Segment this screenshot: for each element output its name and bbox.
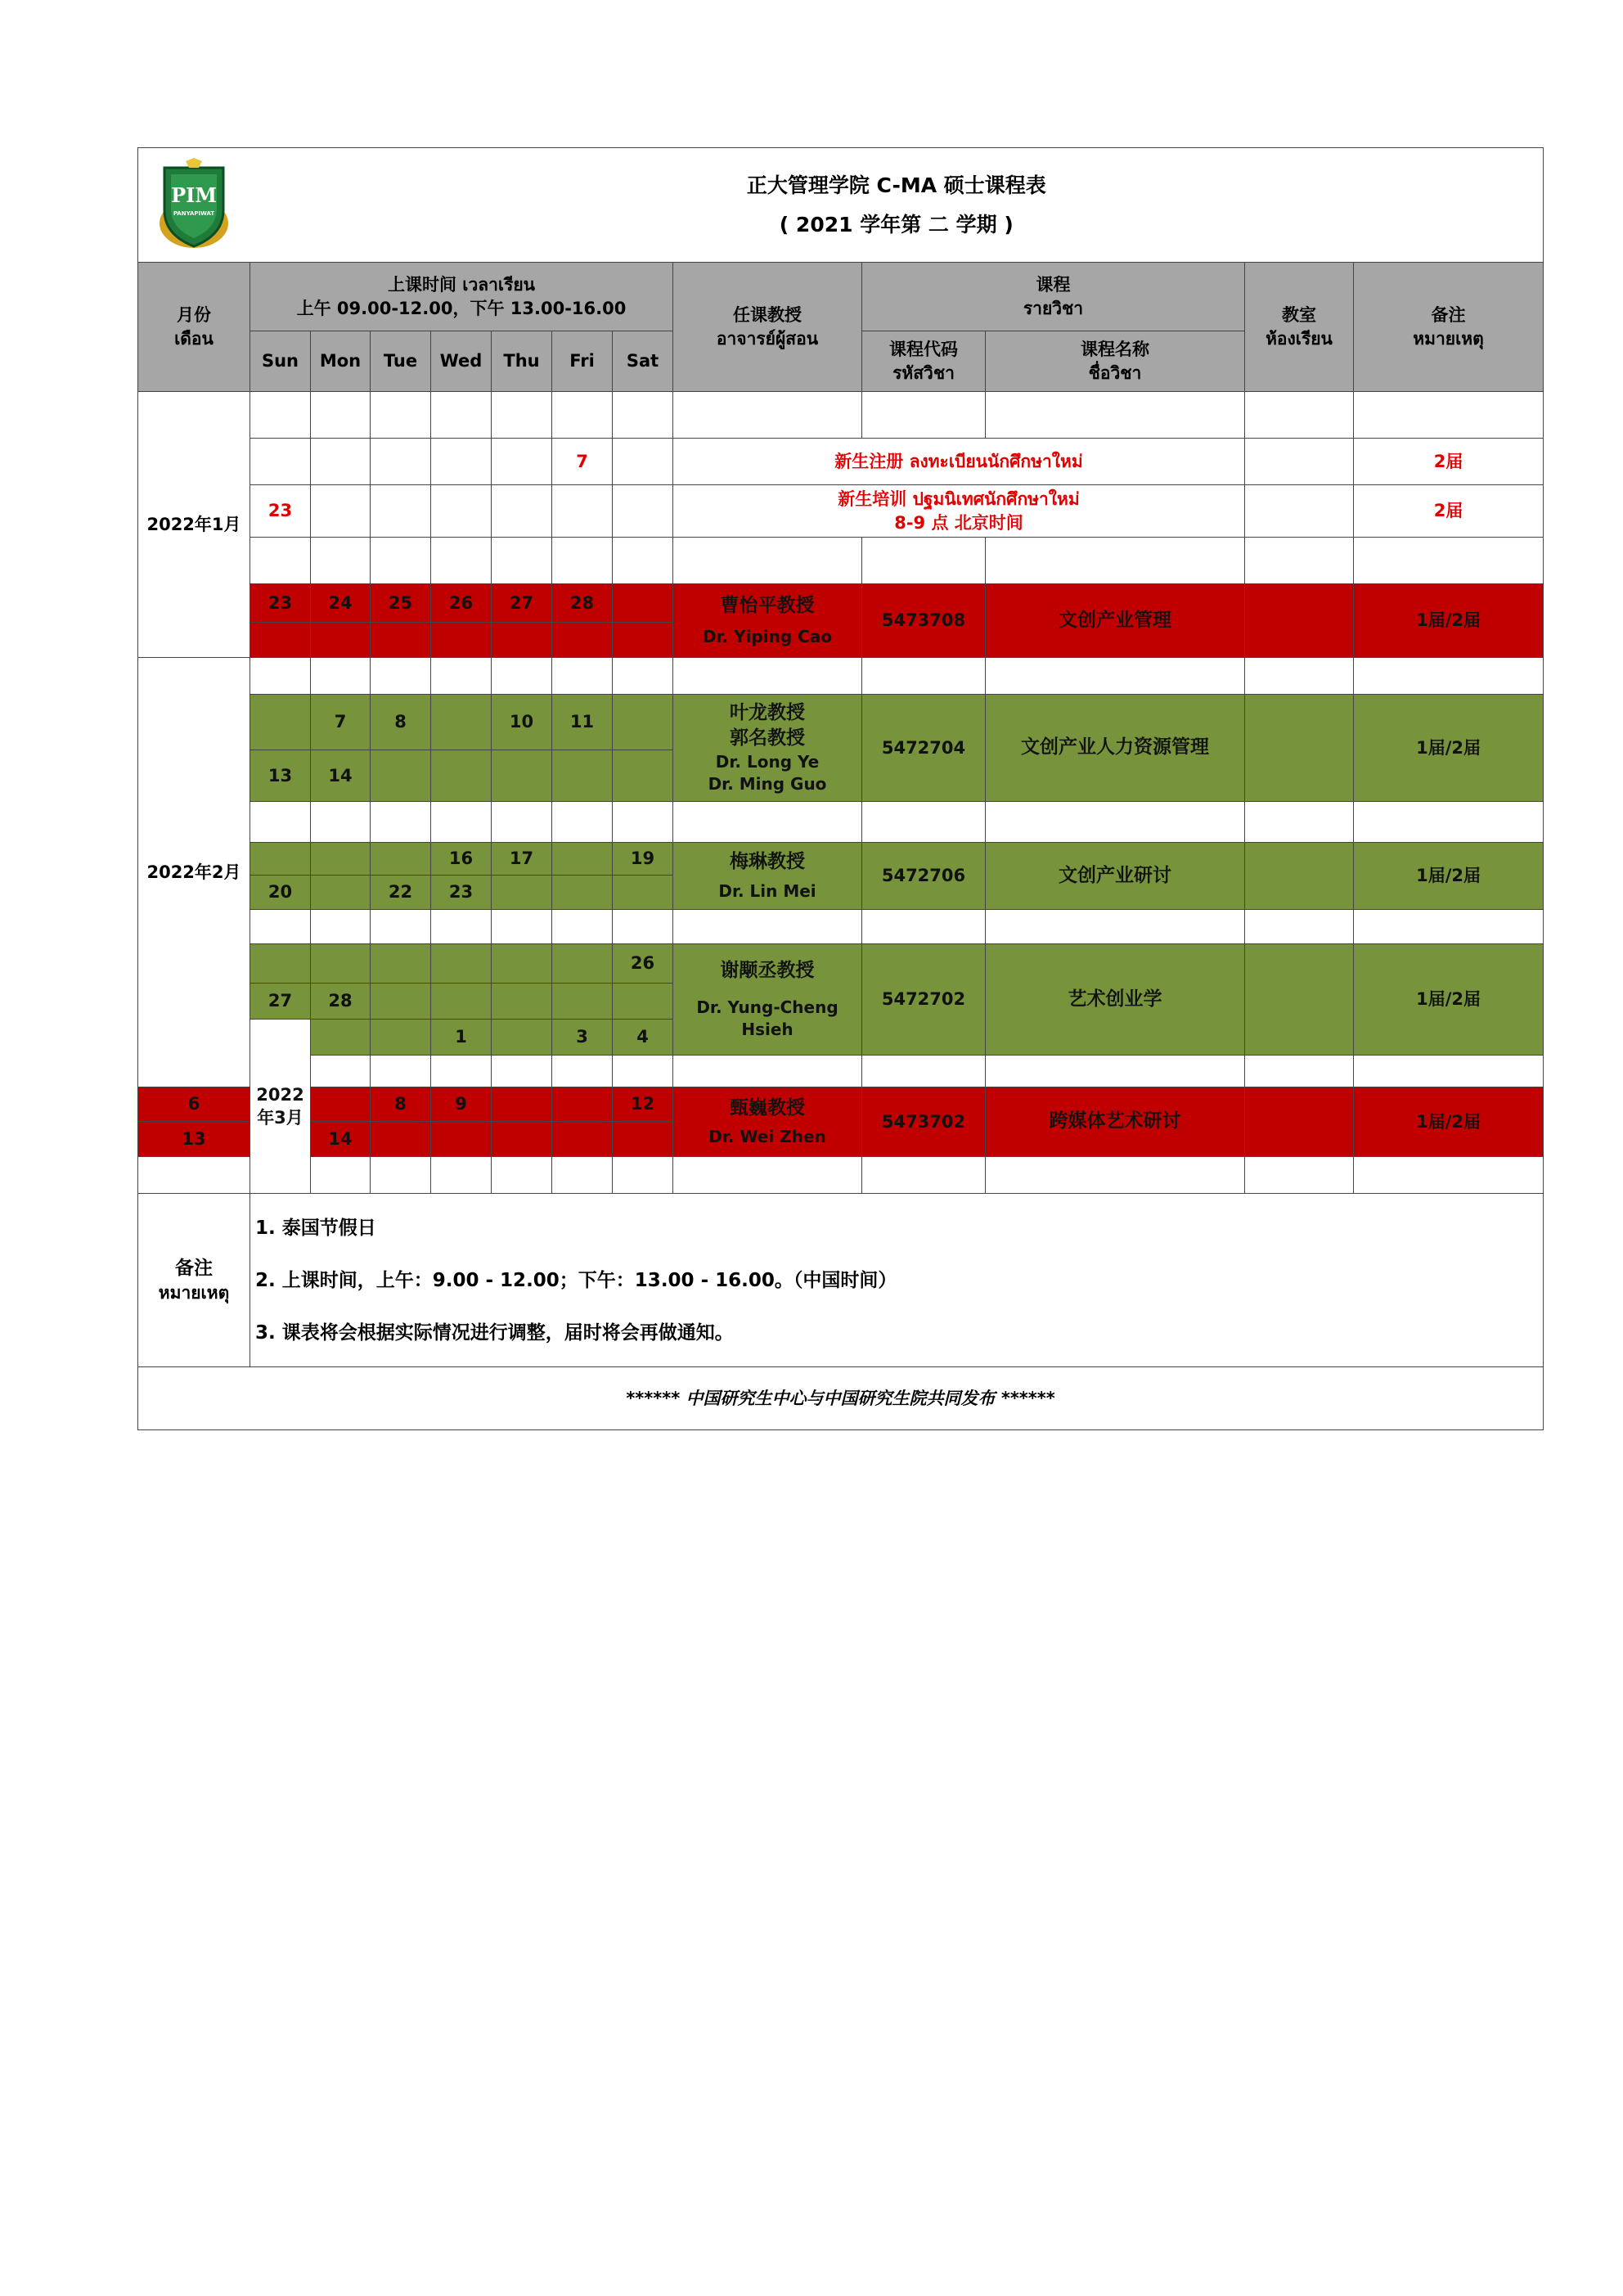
teacher-name-en: Hsieh [741,1020,794,1040]
remark-header [1354,263,1544,392]
teacher-name-en: Dr. Wei Zhen [708,1127,826,1147]
teacher-header [673,263,862,392]
teacher-name-zh: 郭名教授 [730,727,805,749]
class-day: 20 [250,876,311,910]
month-cell-mar: 2022年3月 [250,1020,311,1194]
footer-row [138,1367,1544,1430]
course-name: 文创产业管理 [986,584,1245,658]
teacher-header-th: อาจารย์ผู้สอน [716,328,819,349]
course-code: 5472704 [862,695,986,802]
notes-label-th: หมายเหตุ [158,1282,230,1303]
class-day: 9 [431,1087,492,1122]
teacher-name-en: Dr. Long Ye [715,752,820,772]
teacher-name-en: Dr. Yung-Cheng [696,997,838,1018]
course-row [138,1087,1544,1122]
class-day: 6 [138,1087,250,1122]
course-name: 文创产业人力资源管理 [986,695,1245,802]
class-day: 26 [431,584,492,623]
class-day: 25 [371,584,431,623]
orientation-day: 23 [250,485,311,538]
name-header-th: ชื่อวิชา [1088,362,1142,383]
notes-label [138,1194,250,1367]
class-day: 17 [492,843,552,876]
class-day: 3 [552,1020,613,1056]
class-day: 10 [492,695,552,750]
class-day: 24 [311,584,371,623]
class-day: 11 [552,695,613,750]
logo-subtext: PANYAPIWAT [173,209,215,217]
teacher-name-zh: 梅琳教授 [730,851,805,873]
notes-row [138,1194,1544,1367]
class-day: 13 [138,1122,250,1157]
time-header-th: เวลาเรียน [462,275,536,295]
course-row [138,944,1544,984]
class-day: 26 [613,944,673,984]
course-code: 5472702 [862,944,986,1056]
pim-logo [138,148,250,263]
course-row [138,584,1544,623]
class-day: 23 [250,584,311,623]
course-code: 5473708 [862,584,986,658]
course-name: 文创产业研讨 [986,843,1245,910]
course-code: 5473702 [862,1087,986,1157]
course-remark: 1届/2届 [1354,1087,1544,1157]
table-row [138,485,1544,538]
table-row [138,910,1544,944]
header-row-1 [138,263,1544,331]
month-header [138,263,250,392]
notes-label-zh: 备注 [175,1257,213,1279]
schedule-table [137,147,1544,1430]
month-header-th: เดือน [174,328,214,349]
teacher-name-zh: 叶龙教授 [730,701,805,723]
teacher-cell [673,584,862,658]
room-header-zh: 教室 [1282,305,1316,326]
course-row [138,695,1544,750]
table-row [138,1157,1544,1194]
schedule-sheet [137,147,1543,1430]
teacher-name-zh: 曹怡平教授 [720,595,815,617]
course-remark: 1届/2届 [1354,695,1544,802]
title-row [138,148,1544,263]
registration-remark: 2届 [1354,439,1544,485]
note-item: 2. 上课时间，上午：9.00 - 12.00；下午：13.00 - 16.00。（中国时间） [255,1269,897,1291]
class-day: 4 [613,1020,673,1056]
registration-day: 7 [552,439,613,485]
teacher-name-zh: 谢颙丞教授 [720,959,815,981]
class-day: 28 [311,984,371,1020]
name-header-zh: 课程名称 [1081,340,1149,360]
footer-text: ****** 中国研究生中心与中国研究生院共同发布 ****** [138,1367,1544,1430]
table-row [138,538,1544,584]
course-code: 5472706 [862,843,986,910]
course-remark: 1届/2届 [1354,944,1544,1056]
time-header-hours: 上午 09.00-12.00，下午 13.00-16.00 [296,298,627,318]
class-day: 27 [492,584,552,623]
teacher-cell [673,843,862,910]
room-header [1245,263,1354,392]
page-title: 正大管理学院 C-MA 硕士课程表 [746,173,1046,197]
month-cell-jan: 2022年1月 [138,392,250,658]
orientation-text: 新生培训 ปฐมนิเทศนักศึกษาใหม่ [838,489,1080,510]
day-header-wed: Wed [431,331,492,392]
day-header-thu: Thu [492,331,552,392]
class-day: 7 [311,695,371,750]
teacher-cell [673,695,862,802]
title-block [250,148,1544,263]
class-day: 27 [250,984,311,1020]
pim-logo-icon [153,156,235,254]
class-day: 23 [431,876,492,910]
class-day: 28 [552,584,613,623]
notes-content [250,1194,1544,1367]
class-day: 19 [613,843,673,876]
month-header-zh: 月份 [177,305,211,326]
page-subtitle: ( 2021 学年第 二 学期 ) [779,212,1014,236]
course-header-th: รายวิชา [1023,298,1084,318]
code-header [862,331,986,392]
day-header-fri: Fri [552,331,613,392]
class-day: 22 [371,876,431,910]
course-remark: 1届/2届 [1354,843,1544,910]
day-header-sun: Sun [250,331,311,392]
note-item: 1. 泰国节假日 [255,1217,376,1239]
time-header [250,263,673,331]
table-row [138,658,1544,695]
day-header-tue: Tue [371,331,431,392]
code-header-th: รหัสวิชา [892,362,955,383]
class-day: 13 [250,750,311,802]
class-day: 8 [371,1087,431,1122]
note-item: 3. 课表将会根据实际情况进行调整，届时将会再做通知。 [255,1321,734,1344]
day-header-mon: Mon [311,331,371,392]
orientation-event [673,485,1245,538]
teacher-name-zh: 甄巍教授 [730,1096,805,1119]
teacher-cell [673,1087,862,1157]
course-header-zh: 课程 [1036,275,1071,295]
table-row [138,439,1544,485]
name-header [986,331,1245,392]
course-header [862,263,1245,331]
code-header-zh: 课程代码 [889,340,958,360]
class-day: 12 [613,1087,673,1122]
orientation-time: 8-9 点 北京时间 [894,512,1023,533]
teacher-header-zh: 任课教授 [733,305,802,326]
table-row [138,802,1544,843]
class-day: 14 [311,750,371,802]
teacher-name-en: Dr. Lin Mei [718,880,816,901]
orientation-remark: 2届 [1354,485,1544,538]
class-day: 16 [431,843,492,876]
course-name: 艺术创业学 [986,944,1245,1056]
time-header-zh: 上课时间 [387,275,456,295]
course-name: 跨媒体艺术研讨 [986,1087,1245,1157]
room-header-th: ห้องเรียน [1266,328,1333,349]
table-row [138,1056,1544,1087]
logo-text: PIM [171,182,218,207]
class-day: 1 [431,1020,492,1056]
day-header-sat: Sat [613,331,673,392]
remark-header-zh: 备注 [1431,305,1466,326]
course-row [138,843,1544,876]
table-row [138,392,1544,439]
class-day: 14 [311,1122,371,1157]
class-day: 8 [371,695,431,750]
month-cell-feb: 2022年2月 [138,658,250,1087]
registration-event: 新生注册 ลงทะเบียนนักศึกษาใหม่ [673,439,1245,485]
teacher-name-en: Dr. Yiping Cao [702,626,833,646]
remark-header-th: หมายเหตุ [1413,328,1484,349]
course-remark: 1届/2届 [1354,584,1544,658]
teacher-cell [673,944,862,1056]
teacher-name-en: Dr. Ming Guo [708,774,827,795]
